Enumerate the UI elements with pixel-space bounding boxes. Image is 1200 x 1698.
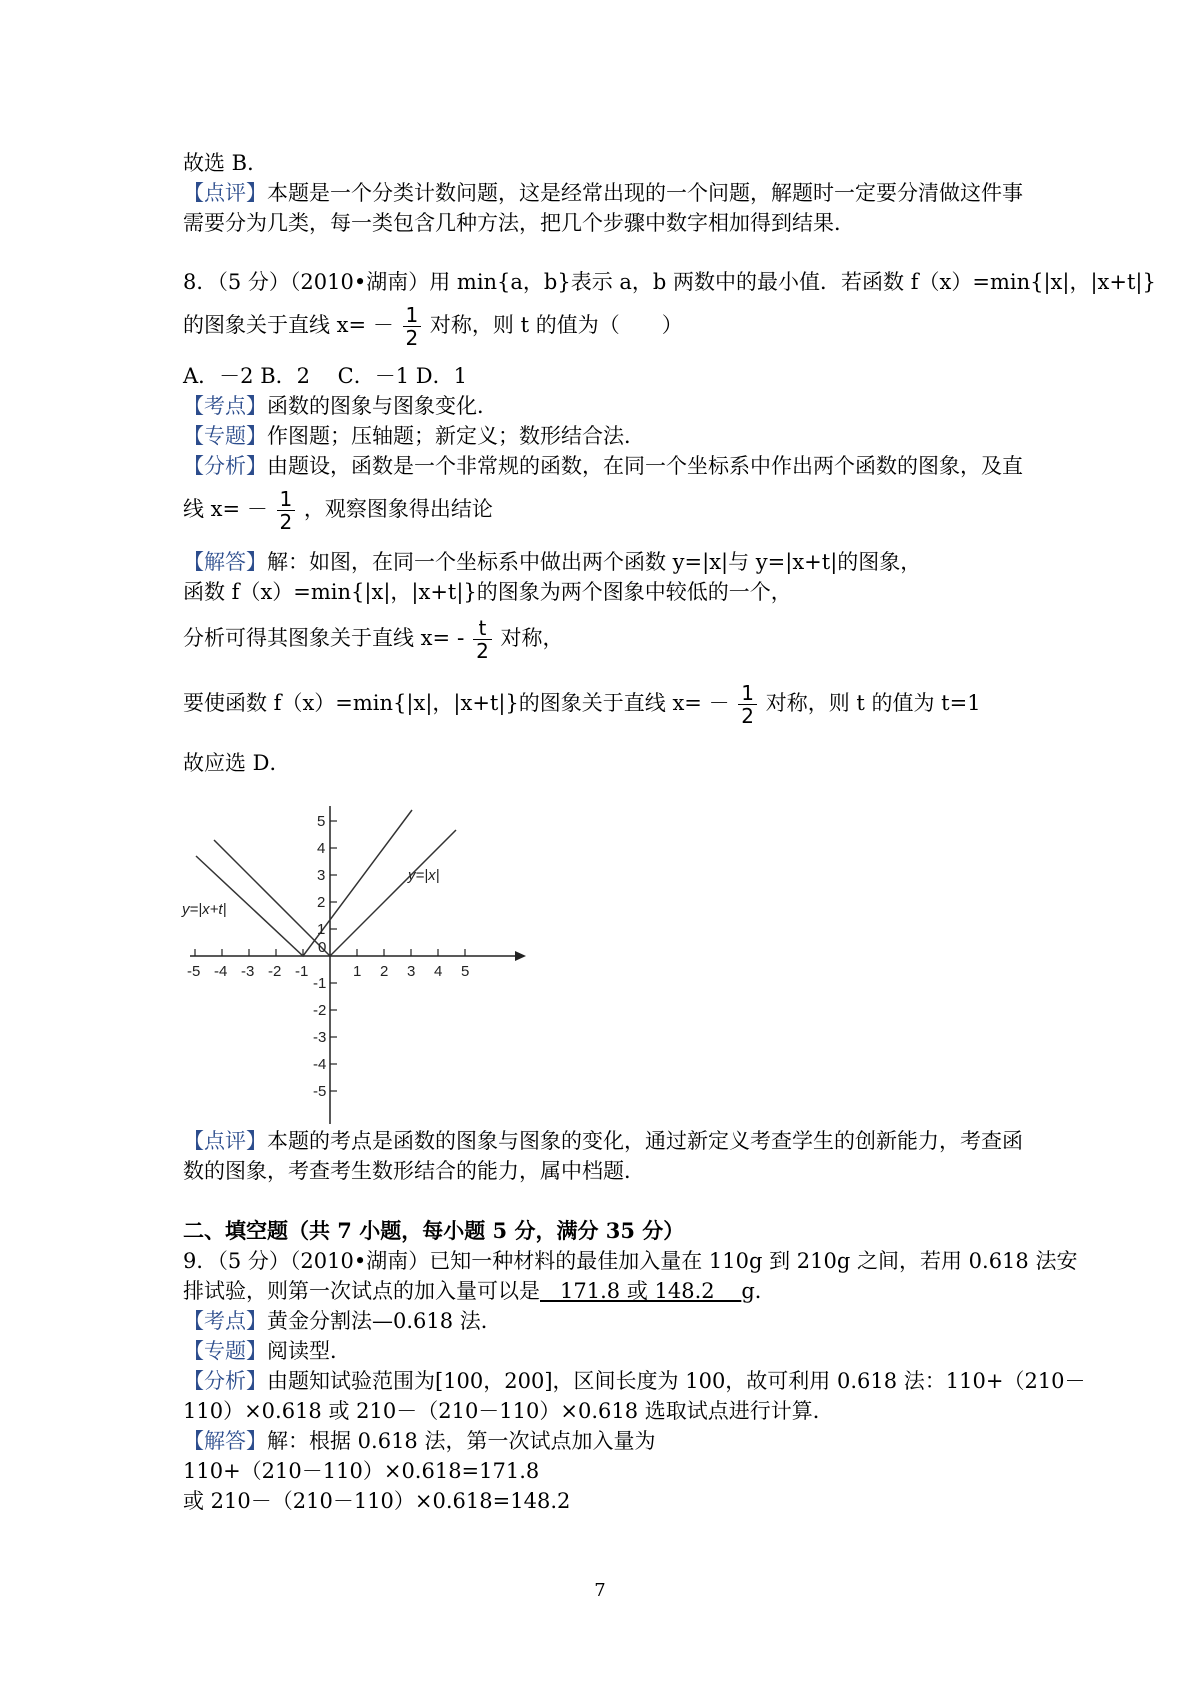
fraction-numerator: 1 xyxy=(277,488,296,511)
zhuanti-line xyxy=(183,421,645,451)
x-tick-label: 1 xyxy=(353,963,362,980)
text: 对称，则 t 的值为 t=1 xyxy=(765,691,981,715)
pingping-text: 本题的考点是函数的图象与图象的变化，通过新定义考查学生的创新能力，考查函 xyxy=(267,1129,1023,1153)
jieda-line: 或 210－（210－110）×0.618=148.2 xyxy=(183,1489,571,1513)
x-tick-label: -1 xyxy=(295,963,309,980)
text: ，观察图象得出结论 xyxy=(303,497,493,521)
text-line: 故选 B． xyxy=(183,151,269,175)
fenxi-tag: 【分析】 xyxy=(183,454,267,478)
y-tick-label: 2 xyxy=(317,894,326,911)
fraction-numerator: 1 xyxy=(738,682,757,705)
jieda-line xyxy=(183,547,921,577)
text: 的图象关于直线 x= xyxy=(183,313,367,337)
comment-tag: 【点评】 xyxy=(183,181,267,205)
fenxi-text: 由题设，函数是一个非常规的函数，在同一个坐标系中作出两个函数的图象，及直 xyxy=(267,454,1023,478)
x-tick-label: -5 xyxy=(187,963,201,980)
graph-y-abs-x-plus-t xyxy=(196,810,412,956)
fraction xyxy=(277,488,296,533)
graph-y-abs-x xyxy=(214,830,456,956)
y-tick-label: 4 xyxy=(317,840,326,857)
pingping-line xyxy=(183,1126,1023,1156)
jieda-line: 故应选 D． xyxy=(183,751,291,775)
jieda-tag: 【解答】 xyxy=(183,1429,267,1453)
x-tick-label: -4 xyxy=(214,963,228,980)
section-heading: 二、填空题（共 7 小题，每小题 5 分，满分 35 分） xyxy=(183,1218,685,1243)
jieda-tag: 【解答】 xyxy=(183,550,267,574)
y-tick-label: 3 xyxy=(317,867,326,884)
options: A．－2 B．2 C．－1 D．1 xyxy=(183,364,467,388)
x-tick-label: 2 xyxy=(380,963,389,980)
jieda-text: 解：如图，在同一个坐标系中做出两个函数 y=|x|与 y=|x+t|的图象， xyxy=(267,550,922,574)
y-tick-label: -2 xyxy=(313,1002,327,1019)
comment-text: 本题是一个分类计数问题，这是经常出现的一个问题，解题时一定要分清做这件事 xyxy=(267,181,1023,205)
jieda-line: 函数 f（x）=min{|x|，|x+t|}的图象为两个图象中较低的一个， xyxy=(183,580,792,604)
minus-sign: - xyxy=(456,626,465,650)
minus-sign: － xyxy=(372,313,394,337)
minus-sign: － xyxy=(246,497,268,521)
pingping-line: 数的图象，考查考生数形结合的能力，属中档题． xyxy=(183,1159,645,1183)
text: 要使函数 f（x）=min{|x|，|x+t|}的图象关于直线 x= xyxy=(183,691,702,715)
fenxi-tag: 【分析】 xyxy=(183,1369,267,1393)
zhuanti-line xyxy=(183,1336,351,1366)
kaodian-text: 黄金分割法—0.618 法． xyxy=(267,1309,502,1333)
question-8-line xyxy=(183,297,683,353)
text: 线 x= xyxy=(183,497,241,521)
fraction-denominator: 2 xyxy=(476,639,489,663)
answer-blank: 171.8 或 148.2 xyxy=(540,1279,742,1303)
kaodian-tag: 【考点】 xyxy=(183,1309,267,1333)
zhuanti-tag: 【专题】 xyxy=(183,1339,267,1363)
y-tick-label: 1 xyxy=(317,921,326,938)
fraction xyxy=(403,304,422,349)
jieda-line xyxy=(183,610,564,666)
kaodian-line xyxy=(183,391,498,421)
fraction xyxy=(738,682,757,727)
text: 分析可得其图象关于直线 x= xyxy=(183,626,451,650)
fraction-denominator: 2 xyxy=(741,704,755,728)
x-tick-label: -3 xyxy=(241,963,255,980)
fraction-numerator: t xyxy=(473,617,492,640)
x-tick-label: 4 xyxy=(434,963,443,980)
y-tick-label: -3 xyxy=(313,1029,327,1046)
x-tick-label: -2 xyxy=(268,963,282,980)
text: 对称，则 t 的值为（ ） xyxy=(429,313,683,337)
text: 对称， xyxy=(500,626,564,650)
question-9-line: 9．（5 分）（2010•湖南）已知一种材料的最佳加入量在 110g 到 210g 之间，若用 0.618 法安 xyxy=(183,1249,1078,1273)
question-8-line: 8．（5 分）（2010•湖南）用 min{a，b}表示 a，b 两数中的最小值．若函数 f（x）=min{|x|，|x+t|} xyxy=(183,270,1156,294)
fenxi-line: 110）×0.618 或 210－（210－110）×0.618 选取试点进行计算． xyxy=(183,1399,834,1423)
fraction-denominator: 2 xyxy=(279,510,293,534)
jieda-line xyxy=(183,1426,655,1456)
question-9-line xyxy=(183,1276,776,1306)
text-line: 需要分为几类，每一类包含几种方法，把几个步骤中数字相加得到结果． xyxy=(183,211,855,235)
fenxi-line xyxy=(183,1366,1086,1396)
y-tick-label: 5 xyxy=(317,813,326,830)
function-graph xyxy=(180,796,540,1126)
y-tick-label: -1 xyxy=(313,975,327,992)
text: 排试验，则第一次试点的加入量可以是 xyxy=(183,1279,540,1303)
kaodian-line xyxy=(183,1306,502,1336)
kaodian-tag: 【考点】 xyxy=(183,394,267,418)
fraction-numerator: 1 xyxy=(403,304,422,327)
kaodian-text: 函数的图象与图象变化． xyxy=(267,394,498,418)
zhuanti-text: 作图题；压轴题；新定义；数形结合法． xyxy=(267,424,645,448)
y-tick-label: -4 xyxy=(313,1056,327,1073)
x-tick-label: 3 xyxy=(407,963,416,980)
curve-label-x-plus-t: y=|x+t| xyxy=(182,901,227,918)
x-tick-label: 5 xyxy=(461,963,470,980)
zhuanti-text: 阅读型． xyxy=(267,1339,351,1363)
fenxi-text: 由题知试验范围为[100，200]，区间长度为 100，故可利用 0.618 法：110+（210－ xyxy=(267,1369,1086,1393)
curve-label-x: y=|x| xyxy=(408,867,440,884)
jieda-line: 110+（210－110）×0.618=171.8 xyxy=(183,1459,540,1483)
jieda-line xyxy=(183,675,981,731)
pingping-tag: 【点评】 xyxy=(183,1129,267,1153)
comment-line xyxy=(183,178,1023,208)
zhuanti-tag: 【专题】 xyxy=(183,424,267,448)
minus-sign: － xyxy=(708,691,730,715)
x-axis-arrow xyxy=(515,951,526,961)
fraction xyxy=(473,617,492,662)
page-number: 7 xyxy=(594,1580,606,1601)
text: g． xyxy=(741,1279,776,1303)
y-tick-label: -5 xyxy=(313,1083,327,1100)
fenxi-line xyxy=(183,481,493,537)
fenxi-line xyxy=(183,451,1023,481)
origin-label: 0 xyxy=(318,939,327,956)
fraction-denominator: 2 xyxy=(405,326,419,350)
jieda-text: 解：根据 0.618 法，第一次试点加入量为 xyxy=(267,1429,656,1453)
